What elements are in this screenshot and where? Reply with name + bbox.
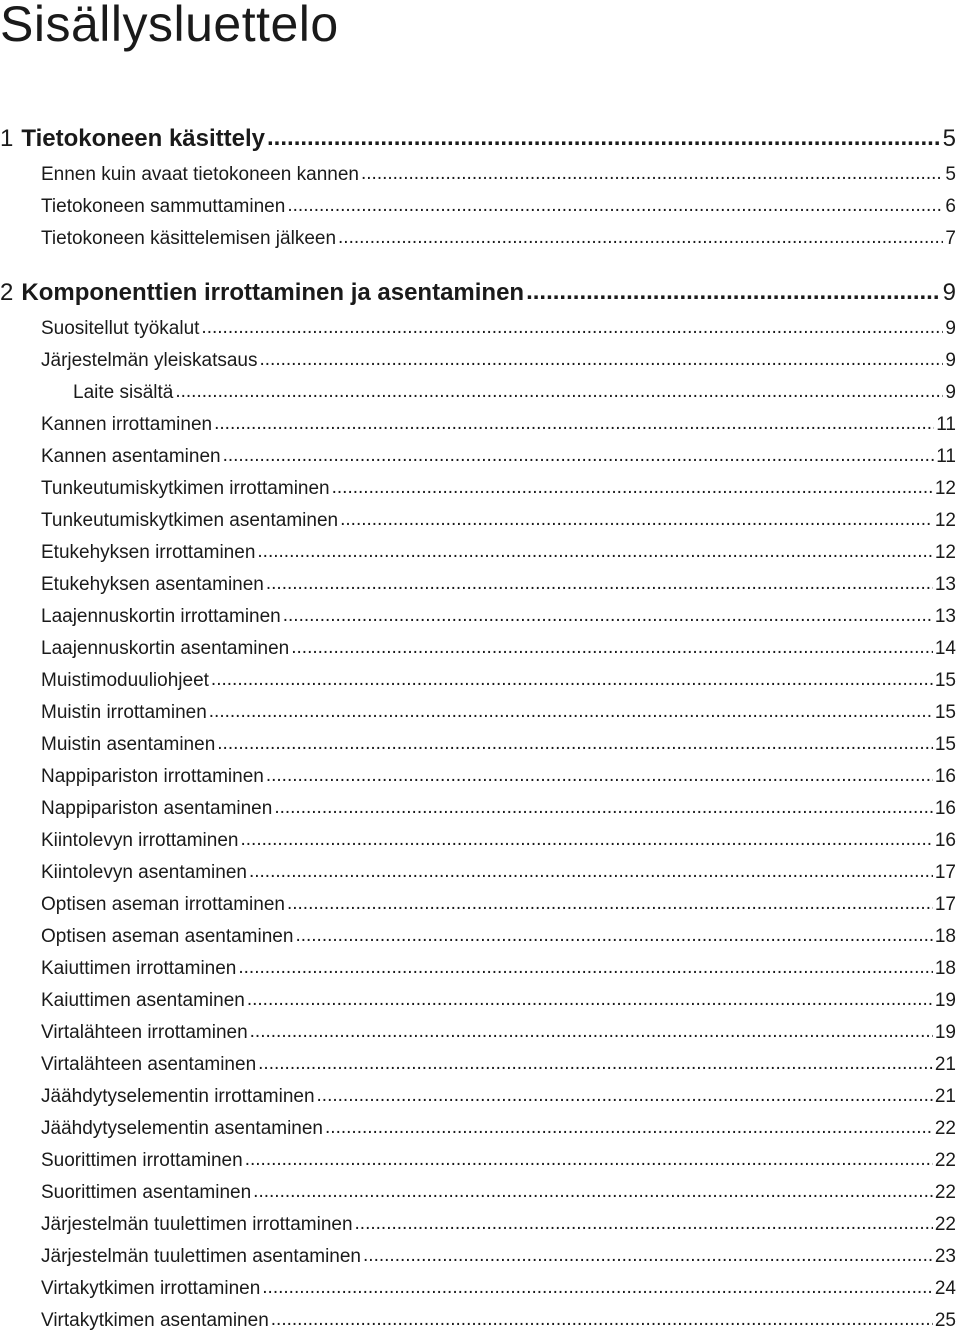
dot-leader <box>283 601 933 632</box>
toc-entry[interactable] <box>0 441 956 473</box>
dot-leader <box>249 857 933 888</box>
toc-page-number: 23 <box>934 1246 956 1267</box>
toc-page-number: 12 <box>934 542 956 563</box>
toc-page-number: 25 <box>934 1310 956 1331</box>
toc-entry-label: Jäähdytyselementin irrottaminen <box>41 1086 315 1107</box>
toc-entry-label: Ennen kuin avaat tietokoneen kannen <box>41 164 359 185</box>
toc-entry[interactable] <box>0 729 956 761</box>
toc-page-number: 16 <box>934 830 956 851</box>
toc-page-number: 9 <box>945 318 956 339</box>
toc-chapter-1[interactable] <box>0 119 956 159</box>
toc-page-number: 15 <box>934 670 956 691</box>
toc-entry[interactable] <box>0 569 956 601</box>
toc-entry[interactable] <box>0 665 956 697</box>
dot-leader <box>274 793 933 824</box>
toc-entry-label: Kaiuttimen asentaminen <box>41 990 245 1011</box>
toc-entry[interactable] <box>0 761 956 793</box>
toc-chapter-2[interactable] <box>0 273 956 313</box>
dot-leader <box>245 1145 933 1176</box>
toc-entry[interactable] <box>0 1241 956 1273</box>
toc-entry[interactable] <box>0 1113 956 1145</box>
toc-entry[interactable] <box>0 601 956 633</box>
toc-page-number: 14 <box>934 638 956 659</box>
toc-page-number: 19 <box>934 990 956 1011</box>
dot-leader <box>214 409 934 440</box>
dot-leader <box>217 729 933 760</box>
dot-leader <box>262 1273 933 1304</box>
toc-entry-label: Laajennuskortin irrottaminen <box>41 606 281 627</box>
toc-entry-label: Kannen asentaminen <box>41 446 221 467</box>
toc-page-number: 18 <box>934 926 956 947</box>
toc-entry[interactable] <box>0 1177 956 1209</box>
toc-entry[interactable] <box>0 697 956 729</box>
chapter-title: Tietokoneen käsittely <box>21 125 266 152</box>
table-of-contents <box>0 119 956 1337</box>
page-title: Sisällysluettelo <box>0 0 339 52</box>
toc-page-number: 11 <box>936 446 956 467</box>
toc-page-number: 12 <box>934 510 956 531</box>
toc-entry-label: Tietokoneen sammuttaminen <box>41 196 286 217</box>
dot-leader <box>240 825 932 856</box>
toc-entry-label: Muistin irrottaminen <box>41 702 207 723</box>
toc-page-number: 9 <box>942 279 956 306</box>
toc-page-number: 11 <box>936 414 956 435</box>
dot-leader <box>363 1241 933 1272</box>
toc-entry-label: Suositellut työkalut <box>41 318 200 339</box>
toc-entry-label: Tunkeutumiskytkimen asentaminen <box>41 510 339 531</box>
toc-entry-label <box>0 119 265 159</box>
toc-page-number: 5 <box>945 164 956 185</box>
toc-entry[interactable] <box>0 409 956 441</box>
toc-entry-label: Virtakytkimen irrottaminen <box>41 1278 261 1299</box>
toc-page-number: 7 <box>945 228 956 249</box>
dot-leader <box>211 665 933 696</box>
toc-entry-label: Laajennuskortin asentaminen <box>41 638 290 659</box>
toc-entry-label: Nappipariston irrottaminen <box>41 766 264 787</box>
dot-leader <box>258 1049 933 1080</box>
toc-entry[interactable] <box>0 537 956 569</box>
toc-page-number: 16 <box>934 798 956 819</box>
dot-leader <box>209 697 933 728</box>
toc-entry-label: Järjestelmän tuulettimen irrottaminen <box>41 1214 353 1235</box>
toc-entry-label: Optisen aseman irrottaminen <box>41 894 285 915</box>
toc-entry[interactable] <box>0 1145 956 1177</box>
dot-leader <box>247 985 933 1016</box>
toc-page-number: 19 <box>934 1022 956 1043</box>
toc-entry-label: Etukehyksen irrottaminen <box>41 542 256 563</box>
toc-entry[interactable] <box>0 953 956 985</box>
chapter-title: Komponenttien irrottaminen ja asentaminen <box>21 279 525 306</box>
toc-entry[interactable] <box>0 825 956 857</box>
toc-page-number: 22 <box>934 1150 956 1171</box>
dot-leader <box>325 1113 933 1144</box>
toc-page-number: 17 <box>934 862 956 883</box>
toc-entry-label: Virtalähteen irrottaminen <box>41 1022 248 1043</box>
toc-entry-label: Järjestelmän tuulettimen asentaminen <box>41 1246 362 1267</box>
toc-entry[interactable] <box>0 1209 956 1241</box>
toc-entry[interactable] <box>0 1273 956 1305</box>
toc-entry[interactable] <box>0 1305 956 1337</box>
toc-page-number: 16 <box>934 766 956 787</box>
toc-entry-label: Optisen aseman asentaminen <box>41 926 294 947</box>
toc-entry-label: Suorittimen asentaminen <box>41 1182 252 1203</box>
toc-entry[interactable] <box>0 985 956 1017</box>
toc-entry-label: Järjestelmän yleiskatsaus <box>41 350 258 371</box>
toc-entry[interactable] <box>0 345 956 377</box>
toc-page-number: 21 <box>934 1086 956 1107</box>
dot-leader <box>259 345 943 376</box>
chapter-number: 2 <box>0 279 14 306</box>
dot-leader <box>287 889 933 920</box>
dot-leader <box>291 633 933 664</box>
toc-page-number: 15 <box>934 734 956 755</box>
toc-entry-label <box>0 273 524 313</box>
dot-leader <box>266 569 933 600</box>
toc-entry-label: Jäähdytyselementin asentaminen <box>41 1118 324 1139</box>
toc-entry[interactable] <box>0 857 956 889</box>
toc-entry[interactable] <box>0 921 956 953</box>
toc-entry-label: Kiintolevyn asentaminen <box>41 862 247 883</box>
toc-page-number: 18 <box>934 958 956 979</box>
toc-entry-label: Muistin asentaminen <box>41 734 216 755</box>
dot-leader <box>355 1209 933 1240</box>
toc-entry[interactable] <box>0 633 956 665</box>
toc-entry[interactable] <box>0 889 956 921</box>
toc-entry[interactable] <box>0 473 956 505</box>
toc-page-number: 17 <box>934 894 956 915</box>
toc-entry[interactable] <box>0 223 956 255</box>
toc-page-number: 22 <box>934 1182 956 1203</box>
toc-entry[interactable] <box>0 505 956 537</box>
toc-page-number: 6 <box>945 196 956 217</box>
toc-entry-label: Tunkeutumiskytkimen irrottaminen <box>41 478 330 499</box>
toc-entry-label: Kaiuttimen irrottaminen <box>41 958 237 979</box>
toc-page-number: 13 <box>934 606 956 627</box>
dot-leader <box>201 313 943 344</box>
dot-leader <box>223 441 935 472</box>
toc-entry-label: Kannen irrottaminen <box>41 414 213 435</box>
dot-leader <box>361 159 943 190</box>
toc-entry[interactable] <box>0 1081 956 1113</box>
toc-entry-label: Suorittimen irrottaminen <box>41 1150 243 1171</box>
toc-entry-label: Tietokoneen käsittelemisen jälkeen <box>41 228 337 249</box>
dot-leader <box>266 761 933 792</box>
toc-page-number: 9 <box>945 382 956 403</box>
dot-leader <box>338 223 943 254</box>
toc-entry[interactable] <box>0 159 956 191</box>
toc-entry[interactable] <box>0 313 956 345</box>
dot-leader <box>250 1017 933 1048</box>
toc-entry-label: Virtalähteen asentaminen <box>41 1054 257 1075</box>
dot-leader <box>267 119 941 158</box>
dot-leader <box>317 1081 933 1112</box>
toc-page-number: 12 <box>934 478 956 499</box>
toc-page-number: 13 <box>934 574 956 595</box>
toc-entry-label: Nappipariston asentaminen <box>41 798 273 819</box>
toc-page-number: 5 <box>942 125 956 152</box>
toc-entry[interactable] <box>0 191 956 223</box>
dot-leader <box>271 1305 933 1336</box>
dot-leader <box>253 1177 933 1208</box>
dot-leader <box>257 537 932 568</box>
toc-page-number: 22 <box>934 1118 956 1139</box>
toc-entry-label: Muistimoduuliohjeet <box>41 670 209 691</box>
toc-page-number: 9 <box>945 350 956 371</box>
dot-leader <box>238 953 932 984</box>
dot-leader <box>526 273 941 312</box>
dot-leader <box>332 473 933 504</box>
chapter-number: 1 <box>0 125 14 152</box>
dot-leader <box>175 377 943 408</box>
toc-page-number: 21 <box>934 1054 956 1075</box>
toc-entry-label: Virtakytkimen asentaminen <box>41 1310 269 1331</box>
toc-entry[interactable] <box>0 1049 956 1081</box>
toc-entry[interactable] <box>0 793 956 825</box>
dot-leader <box>295 921 932 952</box>
toc-entry[interactable] <box>0 377 956 409</box>
dot-leader <box>287 191 943 222</box>
toc-entry-label: Kiintolevyn irrottaminen <box>41 830 239 851</box>
toc-entry-label: Laite sisältä <box>73 382 174 403</box>
dot-leader <box>340 505 933 536</box>
toc-page-number: 15 <box>934 702 956 723</box>
toc-entry[interactable] <box>0 1017 956 1049</box>
toc-page-number: 24 <box>934 1278 956 1299</box>
toc-entry-label: Etukehyksen asentaminen <box>41 574 264 595</box>
toc-page-number: 22 <box>934 1214 956 1235</box>
